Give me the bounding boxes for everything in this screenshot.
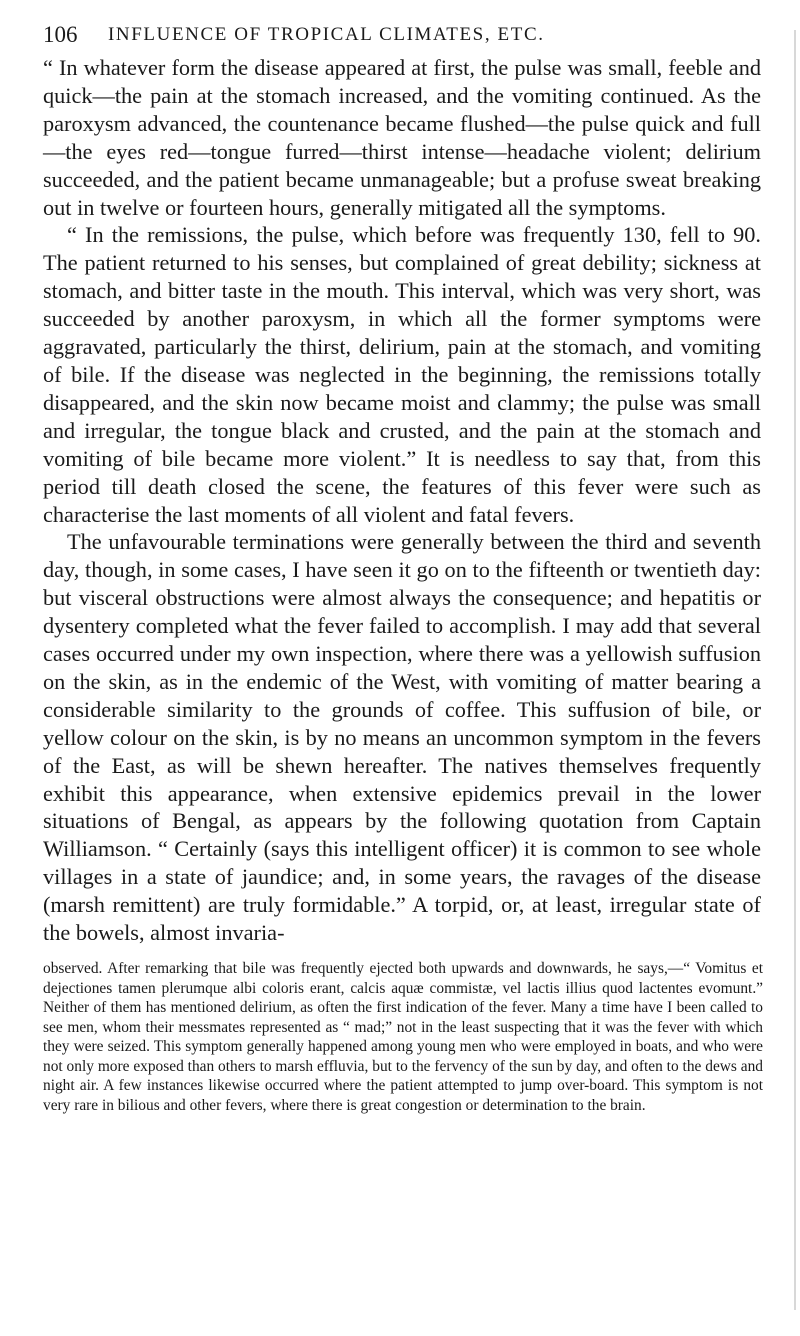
footnote-text: observed. After remarking that bile was frequently ejected both upwards and downwards, he says,—“ Vomitus et dejectiones tamen plerumque albi coloris erant, calcis aquæ commistæ, vel lactis illius quod lactentes evomunt.” Neither of them has mentioned delirium, as often the first indication of the fever. Many a time have I been called to see men, whom their messmates represented as “ mad;” not in the least suspecting that it was the fever with which they were seized. This symptom generally happened among young men who were employed in boats, and who were not only more exposed than others to marsh effluvia, but to the fervency of the sun by day, and often to the dews and night air. A few instances likewise occurred where the patient attempted to jump over-board. This symptom is not very rare in bilious and other fevers, where there is great congestion or determination to the brain. xyxy=(43,960,763,1114)
paragraph: The unfavourable terminations were generally between the third and seventh day, though, in some cases, I have seen it go on to the fifteenth or twentieth day: but visceral obstructions were almost always the consequence; and hepatitis or dysentery completed what the fever failed to accomplish. I may add that several cases occurred under my own inspection, where there was a yellowish suffusion on the skin, as in the endemic of the West, with vomiting of matter bearing a considerable similarity to the grounds of coffee. This suffusion of bile, or yellow colour on the skin, is by no means an uncommon symptom in the fevers of the East, as will be shewn hereafter. The natives themselves frequently exhibit this appearance, when extensive epidemics prevail in the lower situations of Bengal, as appears by the following quotation from Captain Williamson. “ Certainly (says this intelligent officer) it is common to see whole villages in a state of jaundice; and, in some years, the ravages of the disease (marsh remittent) are truly formidable.” A torpid, or, at least, irregular state of the bowels, almost invaria- xyxy=(43,529,761,946)
running-head xyxy=(43,20,780,54)
paragraph: “ In whatever form the disease appeared at first, the pulse was small, feeble and quick—the pain at the stomach increased, and the vomiting continued. As the paroxysm advanced, the countenance became flushed—the pulse quick and full—the eyes red—tongue furred—thirst intense—headache violent; delirium succeeded, and the patient became unmanageable; but a profuse sweat breaking out in twelve or fourteen hours, generally mitigated all the symptoms. xyxy=(43,55,761,220)
page-edge-shadow xyxy=(794,30,796,1310)
paragraph: “ In the remissions, the pulse, which before was frequently 130, fell to 90. The patient returned to his senses, but complained of great debility; sickness at stomach, and bitter taste in the mouth. This interval, which was very short, was succeeded by another paroxysm, in which all the former symptoms were aggravated, particularly the thirst, delirium, pain at the stomach, and vomiting of bile. If the disease was neglected in the beginning, the remissions totally disappeared, and the skin now became moist and clammy; the pulse was small and irregular, the tongue black and crusted, and the pain at the stomach and vomiting of bile became more violent.” It is needless to say that, from this period till death closed the scene, the features of this fever were such as characterise the last moments of all violent and fatal fevers. xyxy=(43,222,761,527)
running-title: INFLUENCE OF TROPICAL CLIMATES, ETC. xyxy=(108,24,545,45)
footnote xyxy=(43,959,763,1115)
main-text xyxy=(43,54,761,947)
page-number: 106 xyxy=(43,22,78,47)
